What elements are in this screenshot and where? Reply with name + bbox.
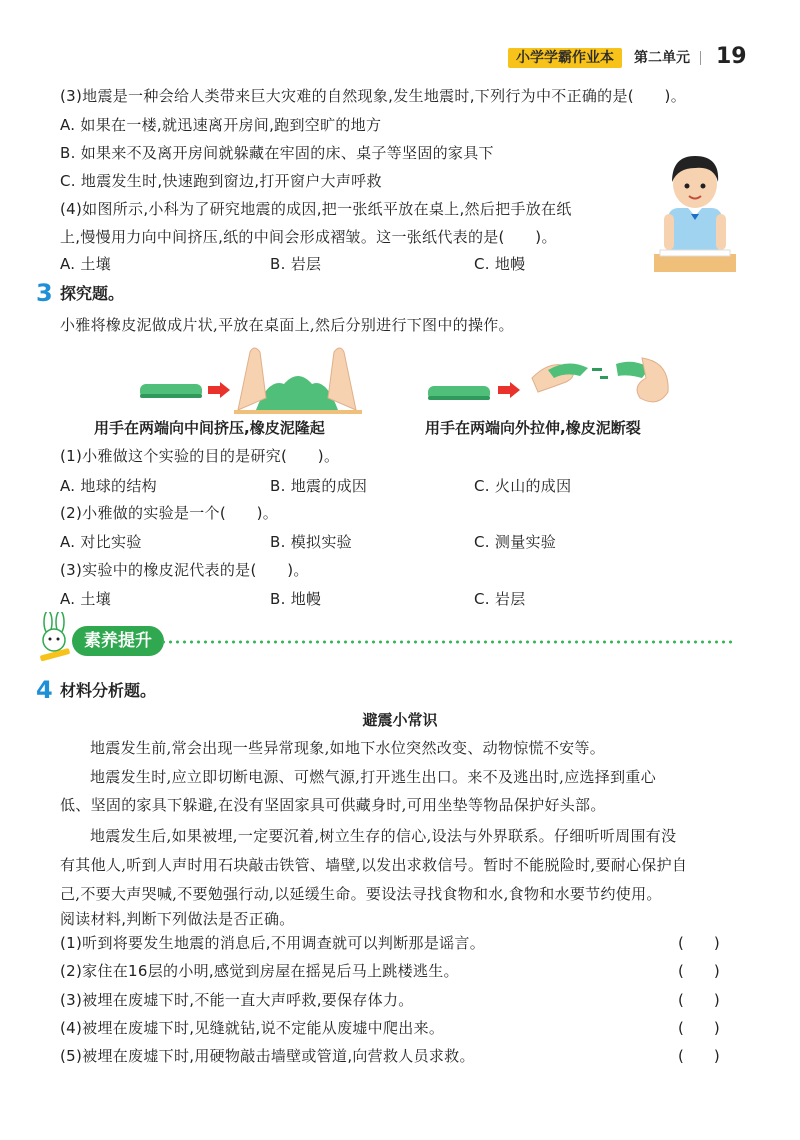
article-paragraph-3-line1: 地震发生后,如果被埋,一定要沉着,树立生存的信心,设法与外界联系。仔细听听周围有没 — [90, 827, 677, 845]
s3-q1-option-c: C. 火山的成因 — [474, 477, 572, 495]
judge-item-3: (3)被埋在废墟下时,不能一直大声呼救,要保存体力。 — [60, 991, 414, 1009]
page-number: 19 — [716, 44, 747, 69]
q4-stem-line2: 上,慢慢用力向中间挤压,纸的中间会形成褶皱。这一张纸代表的是( )。 — [60, 228, 557, 246]
compress-experiment-figure — [138, 338, 400, 416]
article-paragraph-2-line2: 低、坚固的家具下躲避,在没有坚固家具可供藏身时,可用坐垫等物品保护好头部。 — [60, 796, 606, 814]
caption-stretch: 用手在两端向外拉伸,橡皮泥断裂 — [425, 419, 641, 437]
stretch-experiment-figure — [420, 338, 682, 416]
s3-q1-stem: (1)小雅做这个实验的目的是研究( )。 — [60, 447, 340, 465]
literacy-banner: 素养提升 — [72, 626, 164, 656]
s3-q2-option-a: A. 对比实验 — [60, 533, 142, 551]
judge-item-2: (2)家住在16层的小明,感觉到房屋在摇晃后马上跳楼逃生。 — [60, 962, 459, 980]
section3-title: 探究题。 — [60, 284, 125, 303]
judge-answer-5[interactable]: ( ) — [678, 1047, 720, 1065]
q3-stem: (3)地震是一种会给人类带来巨大灾难的自然现象,发生地震时,下列行为中不正确的是( )。 — [60, 87, 686, 105]
section4-number: 4 — [36, 676, 53, 704]
s3-q3-option-c: C. 岩层 — [474, 590, 526, 608]
section4-title: 材料分析题。 — [60, 681, 157, 700]
q3-option-a: A. 如果在一楼,就迅速离开房间,跑到空旷的地方 — [60, 116, 382, 134]
boy-pressing-paper-illustration — [650, 150, 740, 278]
judge-answer-3[interactable]: ( ) — [678, 991, 720, 1009]
judge-item-1: (1)听到将要发生地震的消息后,不用调查就可以判断那是谣言。 — [60, 934, 486, 952]
judge-instruction: 阅读材料,判断下列做法是否正确。 — [60, 910, 295, 928]
q4-option-a: A. 土壤 — [60, 255, 112, 273]
header-unit-label: 第二单元 — [634, 50, 690, 66]
judge-item-5: (5)被埋在废墟下时,用硬物敲击墙壁或管道,向营救人员求救。 — [60, 1047, 475, 1065]
judge-item-4: (4)被埋在废墟下时,见缝就钻,说不定能从废墟中爬出来。 — [60, 1019, 445, 1037]
section3-number: 3 — [36, 279, 53, 307]
article-paragraph-3-line2: 有其他人,听到人声时用石块敲击铁管、墙壁,以发出求救信号。暂时不能脱险时,要耐心保护自 — [60, 856, 688, 874]
s3-q2-stem: (2)小雅做的实验是一个( )。 — [60, 504, 279, 522]
s3-q2-option-c: C. 测量实验 — [474, 533, 557, 551]
judge-answer-4[interactable]: ( ) — [678, 1019, 720, 1037]
s3-q3-option-b: B. 地幔 — [270, 590, 322, 608]
s3-q2-option-b: B. 模拟实验 — [270, 533, 352, 551]
judge-answer-2[interactable]: ( ) — [678, 962, 720, 980]
article-paragraph-2-line1: 地震发生时,应立即切断电源、可燃气源,打开逃生出口。来不及逃出时,应选择到重心 — [90, 768, 657, 786]
q4-option-b: B. 岩层 — [270, 255, 322, 273]
s3-q3-option-a: A. 土壤 — [60, 590, 112, 608]
q4-stem-line1: (4)如图所示,小科为了研究地震的成因,把一张纸平放在桌上,然后把手放在纸 — [60, 200, 572, 218]
q3-option-c: C. 地震发生时,快速跑到窗边,打开窗户大声呼救 — [60, 172, 382, 190]
banner-dotted-rule — [160, 640, 732, 644]
s3-q1-option-b: B. 地震的成因 — [270, 477, 368, 495]
judge-answer-1[interactable]: ( ) — [678, 934, 720, 952]
section3-intro: 小雅将橡皮泥做成片状,平放在桌面上,然后分别进行下图中的操作。 — [60, 316, 514, 334]
caption-compress: 用手在两端向中间挤压,橡皮泥隆起 — [94, 419, 325, 437]
s3-q1-option-a: A. 地球的结构 — [60, 477, 157, 495]
article-title: 避震小常识 — [362, 711, 438, 729]
article-paragraph-1: 地震发生前,常会出现一些异常现象,如地下水位突然改变、动物惊慌不安等。 — [90, 739, 606, 757]
article-paragraph-3-line3: 己,不要大声哭喊,不要勉强行动,以延缓生命。要设法寻找食物和水,食物和水要节约使用。 — [60, 885, 662, 903]
s3-q3-stem: (3)实验中的橡皮泥代表的是( )。 — [60, 561, 309, 579]
q4-option-c: C. 地幔 — [474, 255, 526, 273]
q3-option-b: B. 如果来不及离开房间就躲藏在牢固的床、桌子等坚固的家具下 — [60, 144, 494, 162]
header-brand-badge: 小学学霸作业本 — [508, 48, 622, 68]
header-divider — [700, 51, 701, 65]
